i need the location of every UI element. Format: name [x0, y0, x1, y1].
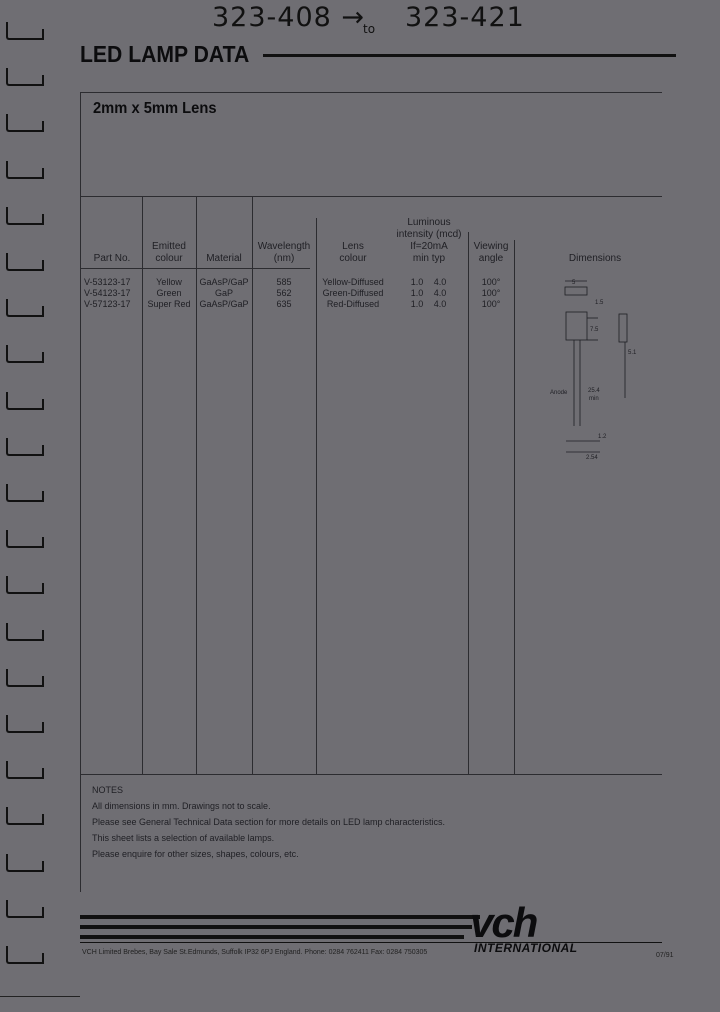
dimension-drawing [540, 276, 660, 466]
header-luminous-intensity: Luminous intensity (mcd) If=20mA min typ [396, 217, 462, 264]
col-divider-5 [468, 232, 469, 774]
cell-intensity-typ: 4.0 [433, 288, 447, 298]
cell-emitted-colour: Green [156, 288, 182, 298]
cell-viewing-angle: 100° [481, 288, 501, 298]
header-dimensions: Dimensions [568, 253, 622, 264]
title-rule [263, 54, 676, 57]
binder-hole [6, 900, 42, 918]
binder-hole [6, 807, 42, 825]
dim-pitch: 2.54 [586, 455, 598, 461]
cell-intensity-typ: 4.0 [433, 277, 447, 287]
dim-pitch-small: 1.2 [598, 434, 607, 440]
note-line: This sheet lists a selection of available lamps. [92, 833, 275, 843]
cell-lens-colour: Green-Diffused [322, 288, 384, 298]
header-rule [80, 196, 662, 197]
binder-hole [6, 207, 42, 225]
dim-top-width: 5 [572, 280, 576, 286]
binder-hole [6, 299, 42, 317]
company-address: VCH Limited Brebes, Bay Sale St.Edmunds, Suffolk IP32 6PJ England. Phone: 0284 762411 Fax: 0284 750305 [82, 949, 428, 956]
dim-lead-length: 25.4 [588, 388, 600, 394]
cell-material: GaAsP/GaP [199, 299, 249, 309]
cell-viewing-angle: 100° [481, 277, 501, 287]
header-viewing-angle: Viewing angle [473, 241, 509, 264]
binder-hole [6, 253, 42, 271]
header-wavelength: Wavelength (nm) [257, 241, 311, 264]
handwritten-start: 323-408 [212, 2, 332, 33]
frame-left [80, 92, 81, 892]
page-edge [0, 996, 80, 997]
dim-body-height: 7.5 [590, 327, 599, 333]
footer-bar-1 [80, 915, 480, 919]
lens-top-view [565, 287, 587, 295]
binder-hole [6, 161, 42, 179]
cell-material: GaP [214, 288, 233, 298]
header-emitted-colour: Emitted colour [152, 241, 186, 264]
binder-hole [6, 715, 42, 733]
dim-lead-width: 5.1 [628, 350, 637, 356]
binder-hole [6, 438, 42, 456]
cell-intensity-min: 1.0 [410, 277, 424, 287]
header-lens-colour: Lens colour [339, 241, 367, 264]
cell-part-no: V-53123-17 [84, 277, 131, 287]
lens-subtitle: 2mm x 5mm Lens [93, 100, 217, 117]
vch-logo-subtitle: INTERNATIONAL [474, 941, 578, 955]
col-divider-6 [514, 240, 515, 774]
cell-intensity-min: 1.0 [410, 288, 424, 298]
cell-intensity-typ: 4.0 [433, 299, 447, 309]
binder-hole [6, 623, 42, 641]
handwritten-to: to [363, 22, 376, 36]
header-material: Material [206, 253, 242, 264]
footer-bar-3 [80, 935, 464, 939]
footer-bar-2 [80, 925, 472, 929]
frame-top [80, 92, 662, 93]
lens-side-view [619, 314, 627, 342]
cell-part-no: V-54123-17 [84, 288, 131, 298]
cell-emitted-colour: Super Red [147, 299, 191, 309]
binder-hole [6, 530, 42, 548]
binder-hole [6, 576, 42, 594]
cell-wavelength: 562 [276, 288, 292, 298]
dim-lead-length-unit: min [589, 396, 599, 402]
note-line: All dimensions in mm. Drawings not to scale. [92, 801, 271, 811]
cell-lens-colour: Yellow-Diffused [322, 277, 384, 287]
dim-side: 1.5 [595, 300, 604, 306]
binder-hole [6, 946, 42, 964]
cell-wavelength: 635 [276, 299, 292, 309]
page-reference: 07/91 [656, 952, 674, 959]
cell-lens-colour: Red-Diffused [326, 299, 380, 309]
binder-hole [6, 669, 42, 687]
lens-front-view [566, 312, 587, 340]
cell-wavelength: 585 [276, 277, 292, 287]
binder-hole [6, 114, 42, 132]
handwritten-end: 323-421 [405, 2, 525, 33]
cell-material: GaAsP/GaP [199, 277, 249, 287]
cell-part-no: V-57123-17 [84, 299, 131, 309]
binder-hole [6, 68, 42, 86]
notes-rule [80, 774, 662, 775]
column-header-rule [80, 268, 310, 269]
note-line: Please enquire for other sizes, shapes, colours, etc. [92, 849, 299, 859]
cell-intensity-min: 1.0 [410, 299, 424, 309]
binder-hole [6, 854, 42, 872]
binder-hole [6, 22, 42, 40]
vch-logo: vch [470, 899, 537, 946]
cell-emitted-colour: Yellow [156, 277, 182, 287]
binder-hole [6, 345, 42, 363]
page-title: LED LAMP DATA [80, 41, 250, 67]
binder-hole [6, 392, 42, 410]
dim-anode: Anode [550, 390, 568, 396]
binder-hole [6, 484, 42, 502]
note-line: Please see General Technical Data section for more details on LED lamp characteristics. [92, 817, 446, 827]
cell-viewing-angle: 100° [481, 299, 501, 309]
binder-hole [6, 761, 42, 779]
header-part-no: Part No. [93, 253, 131, 264]
notes-heading: NOTES [92, 785, 124, 795]
handwritten-arrow: → [341, 2, 366, 33]
